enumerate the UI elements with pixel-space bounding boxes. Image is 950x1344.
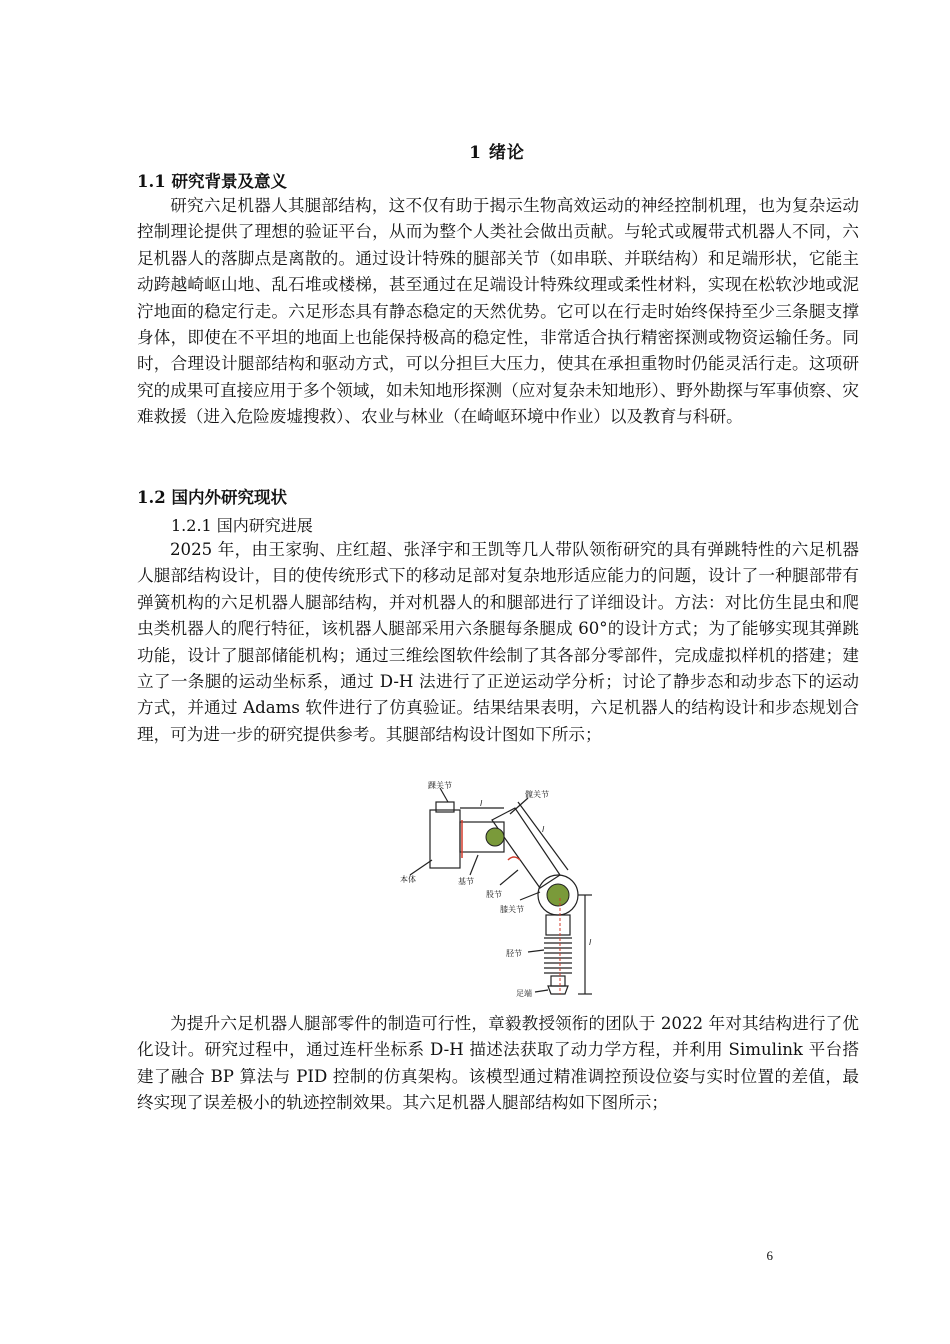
- section-1-2-1-paragraph-2: [137, 1011, 859, 1117]
- label-l3: l: [589, 938, 592, 947]
- femur-link: [492, 808, 560, 888]
- tibia-upper: [546, 915, 570, 935]
- spring-coils: [544, 938, 572, 973]
- hip-joint: [486, 828, 504, 846]
- label-foot: 足端: [516, 989, 532, 998]
- chapter-title: 1 绪论: [469, 143, 525, 163]
- tibia-lower: [551, 976, 565, 986]
- page-number: 6: [766, 1248, 773, 1263]
- paragraph-text: 为提升六足机器人腿部零件的制造可行性，章毅教授领衔的团队于 2022 年对其结构进行了优化设计。研究过程中，通过连杆坐标系 D-H 描述法获取了动力学方程，并利用 Simulink 平台搭建了融合 BP 算法与 PID 控制的仿真架构。该模型通过精准调控预设位姿与实时位置的差值，最终实现了误差极小的轨迹控制效果。其六足机器人腿部结构如下图所示；: [137, 1014, 859, 1113]
- leg-structure-diagram: [400, 780, 600, 1000]
- leader-ankle: [440, 788, 448, 802]
- leg-structure-figure: [400, 780, 600, 1000]
- section-1-1-paragraph: [137, 193, 859, 431]
- label-ankle: 踝关节: [428, 781, 452, 790]
- leader-base: [470, 855, 478, 875]
- leader-foot: [535, 990, 548, 992]
- knee-joint: [547, 884, 569, 906]
- leader-knee: [520, 892, 540, 900]
- paragraph-text: 研究六足机器人其腿部结构，这不仅有助于揭示生物高效运动的神经控制机理，也为复杂运动控制理论提供了理想的验证平台，从而为整个人类社会做出贡献。与轮式或履带式机器人不同，六足机器人的落脚点是离散的。通过设计特殊的腿部关节（如串联、并联结构）和足端形状，它能主动跨越崎岖山地、乱石堆或楼梯，甚至通过在足端设计特殊纹理或柔性材料，实现在松软沙地或泥泞地面的稳定行走。六足形态具有静态稳定的天然优势。它可以在行走时始终保持至少三条腿支撑身体，即使在不平坦的地面上也能保持极高的稳定性，非常适合执行精密探测或物资运输任务。同时，合理设计腿部结构和驱动方式，可以分担巨大压力，使其在承担重物时仍能灵活行走。这项研究的成果可直接应用于多个领域，如未知地形探测（应对复杂未知地形）、野外勘探与军事侦察、灾难救援（进入危险废墟搜救）、农业与林业（在崎岖环境中作业）以及教育与科研。: [137, 196, 859, 427]
- label-femur: 股节: [486, 890, 502, 899]
- subsection-heading-1-2-1: 1.2.1 国内研究进展: [171, 516, 313, 535]
- section-heading-1-1: 1.1 研究背景及意义: [137, 172, 287, 191]
- foot-pad: [548, 986, 568, 994]
- label-l2: l: [542, 825, 545, 834]
- label-l1: l: [480, 799, 483, 808]
- leader-body: [410, 860, 432, 875]
- section-1-2-1-paragraph-1: [137, 537, 859, 748]
- label-base: 基节: [458, 877, 474, 886]
- leader-femur: [500, 870, 518, 885]
- leader-tibia: [528, 950, 544, 952]
- label-tibia: 胫节: [506, 949, 522, 958]
- label-hip: 髋关节: [525, 790, 549, 799]
- dim-l2: [518, 802, 568, 870]
- paragraph-text: 2025 年，由王家驹、庄红超、张泽宇和王凯等几人带队领衔研究的具有弹跳特性的六足机器人腿部结构设计，目的使传统形式下的移动足部对复杂地形适应能力的问题，设计了一种腿部带有弹簧机构的六足机器人腿部结构，并对机器人的和腿部进行了详细设计。方法：对比仿生昆虫和爬虫类机器人的爬行特征，该机器人腿部采用六条腿每条腿成 60°的设计方式；为了能够实现其弹跳功能，设计了腿部储能机构；通过三维绘图软件绘制了其各部分零部件，完成虚拟样机的搭建；建立了一条腿的运动坐标系，通过 D-H 法进行了正逆运动学分析；讨论了静步态和动步态下的运动方式，并通过 Adams 软件进行了仿真验证。结果结果表明，六足机器人的结构设计和步态规划合理，可为进一步的研究提供参考。其腿部结构设计图如下所示；: [137, 540, 859, 744]
- section-heading-1-2: 1.2 国内外研究现状: [137, 488, 287, 507]
- body-block: [430, 810, 460, 868]
- label-body: 本体: [400, 875, 416, 884]
- label-knee: 膝关节: [500, 905, 524, 914]
